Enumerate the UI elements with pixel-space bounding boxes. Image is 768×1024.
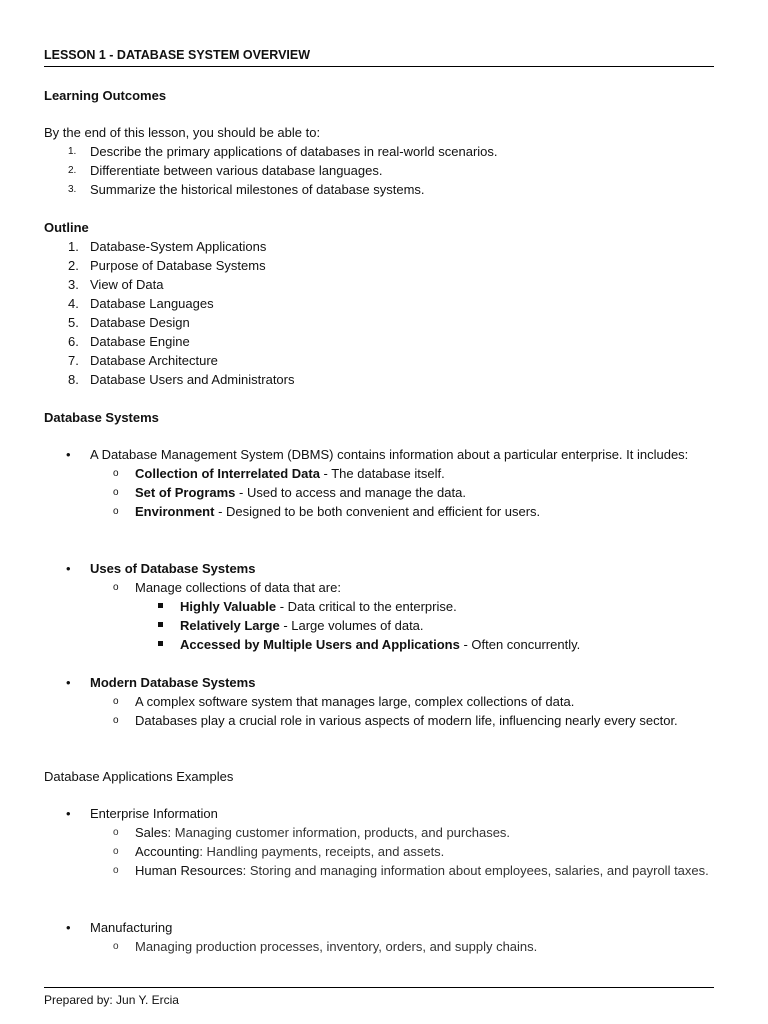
list-item: o Databases play a crucial role in various aspects of modern life, influencing nearly every sector. [135, 711, 714, 730]
manufacturing-list [44, 918, 714, 956]
manufacturing-sublist [90, 937, 714, 956]
list-item [44, 559, 714, 654]
list-item: o Collection of Interrelated Data - The database itself. [135, 464, 714, 483]
modern-sublist [90, 692, 714, 730]
learning-outcomes-list [44, 142, 714, 199]
list-item: 1. Database-System Applications [68, 239, 267, 254]
outline-heading: Outline [44, 220, 89, 235]
list-item [44, 804, 714, 880]
dbms-includes-list [90, 464, 714, 521]
outline-list [44, 237, 714, 389]
list-item: Accessed by Multiple Users and Applications - Often concurrently. [180, 635, 714, 654]
list-item: Highly Valuable - Data critical to the enterprise. [180, 597, 714, 616]
applications-heading: Database Applications Examples [44, 769, 234, 784]
database-systems-heading: Database Systems [44, 410, 159, 425]
list-item: 7. Database Architecture [68, 353, 218, 368]
list-item: Relatively Large - Large volumes of data. [180, 616, 714, 635]
header-divider [44, 66, 714, 67]
list-item: 4. Database Languages [68, 296, 214, 311]
list-item: 2. Purpose of Database Systems [68, 258, 266, 273]
uses-list [44, 559, 714, 654]
list-item: 2. Differentiate between various database languages. [68, 163, 383, 178]
list-item [44, 673, 714, 730]
list-item: 8. Database Users and Administrators [68, 372, 295, 387]
uses-heading: Uses of Database Systems [90, 561, 256, 576]
learning-outcomes-intro: By the end of this lesson, you should be able to: [44, 125, 321, 140]
list-item: 3. View of Data [68, 277, 164, 292]
list-item: o Environment - Designed to be both convenient and efficient for users. [135, 502, 714, 521]
manufacturing-heading: Manufacturing [90, 920, 173, 935]
list-item: o Human Resources: Storing and managing information about employees, salaries, and payroll taxes. [135, 861, 714, 880]
list-item: o Manage collections of data that are: Highly Valuable - Data critical to the enterprise. Relatively Large - Large volumes of data. Accessed by Multiple Users and Applications - Often concurrently. [135, 578, 714, 654]
list-item: o Accounting: Handling payments, receipts, and assets. [135, 842, 714, 861]
list-item: o Sales: Managing customer information, products, and purchases. [135, 823, 714, 842]
enterprise-sublist [90, 823, 714, 880]
list-item [44, 445, 714, 521]
uses-items-list [180, 597, 714, 654]
footer-author: Prepared by: Jun Y. Ercia [44, 993, 179, 1007]
list-item: 3. Summarize the historical milestones of database systems. [68, 182, 425, 197]
list-item: 1. Describe the primary applications of databases in real-world scenarios. [68, 144, 498, 159]
modern-list [44, 673, 714, 730]
list-item: o A complex software system that manages large, complex collections of data. [135, 692, 714, 711]
enterprise-heading: Enterprise Information [90, 806, 218, 821]
list-item: 5. Database Design [68, 315, 190, 330]
dbms-description: A Database Management System (DBMS) contains information about a particular enterprise. It includes: [90, 447, 689, 462]
enterprise-list [44, 804, 714, 880]
footer-divider [44, 987, 714, 988]
list-item [44, 918, 714, 956]
dbms-list [44, 445, 714, 521]
uses-sublist [90, 578, 714, 654]
modern-heading: Modern Database Systems [90, 675, 256, 690]
list-item: o Managing production processes, inventory, orders, and supply chains. [135, 937, 714, 956]
lesson-title: LESSON 1 - DATABASE SYSTEM OVERVIEW [44, 48, 311, 62]
list-item: o Set of Programs - Used to access and manage the data. [135, 483, 714, 502]
list-item: 6. Database Engine [68, 334, 190, 349]
learning-outcomes-heading: Learning Outcomes [44, 88, 167, 103]
